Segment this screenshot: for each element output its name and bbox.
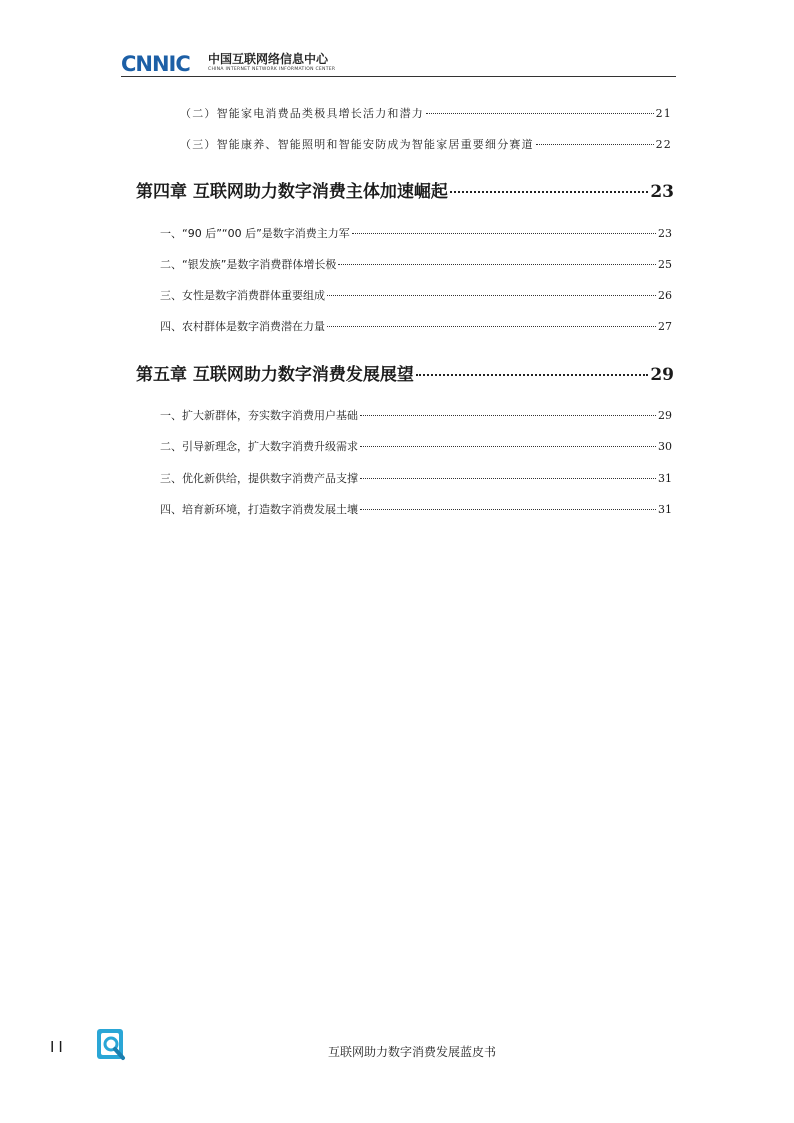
page-number: II bbox=[50, 1038, 67, 1056]
toc-entry[interactable] bbox=[180, 105, 672, 121]
org-name-cn: 中国互联网络信息中心 bbox=[208, 52, 329, 66]
toc-entry[interactable] bbox=[160, 256, 672, 272]
toc-entry-page: 30 bbox=[658, 440, 672, 453]
toc-leader-dots bbox=[352, 233, 656, 234]
toc-entry[interactable] bbox=[160, 407, 672, 423]
toc-entry[interactable] bbox=[160, 287, 672, 303]
toc-entry-page: 31 bbox=[658, 472, 672, 485]
toc-leader-dots bbox=[327, 326, 656, 327]
toc-entry-page: 25 bbox=[658, 258, 672, 271]
toc-leader-dots bbox=[360, 509, 656, 510]
toc-entry-label: 一、“90 后”“00 后”是数字消费主力军 bbox=[160, 227, 350, 240]
toc-chapter-page: 29 bbox=[650, 365, 674, 385]
toc-chapter-entry[interactable] bbox=[136, 177, 674, 202]
toc-entry-label: 四、农村群体是数字消费潜在力量 bbox=[160, 320, 325, 333]
toc-entry-page: 22 bbox=[655, 138, 672, 151]
footer-book-title: 互联网助力数字消费发展蓝皮书 bbox=[328, 1045, 497, 1059]
toc-entry[interactable] bbox=[160, 318, 672, 334]
toc-entry-label: 三、优化新供给，提供数字消费产品支撑 bbox=[160, 472, 358, 485]
toc-entry-page: 29 bbox=[658, 409, 672, 422]
toc-entry-page: 27 bbox=[658, 320, 672, 333]
toc-leader-dots bbox=[360, 478, 656, 479]
toc-chapter-label: 第四章 互联网助力数字消费主体加速崛起 bbox=[136, 182, 448, 202]
toc-leader-dots bbox=[536, 144, 654, 145]
toc-entry-label: （三）智能康养、智能照明和智能安防成为智能家居重要细分赛道 bbox=[180, 138, 534, 151]
toc-entry[interactable] bbox=[160, 501, 672, 517]
toc-chapter-label: 第五章 互联网助力数字消费发展展望 bbox=[136, 365, 414, 385]
toc-entry-label: 三、女性是数字消费群体重要组成 bbox=[160, 289, 325, 302]
toc-leader-dots bbox=[360, 446, 656, 447]
toc-entry-label: 二、“银发族”是数字消费群体增长极 bbox=[160, 258, 337, 271]
toc-leader-dots bbox=[327, 295, 656, 296]
org-name-en: CHINA INTERNET NETWORK INFORMATION CENTER bbox=[208, 67, 336, 72]
toc-entry-page: 31 bbox=[658, 503, 672, 516]
toc-entry-page: 23 bbox=[658, 227, 672, 240]
toc-entry-page: 21 bbox=[655, 107, 672, 120]
toc-leader-dots bbox=[338, 264, 656, 265]
toc-entry[interactable] bbox=[160, 225, 672, 241]
toc-chapter-entry[interactable] bbox=[136, 360, 674, 385]
toc-entry[interactable] bbox=[160, 438, 672, 454]
toc-entry-label: 四、培育新环境，打造数字消费发展土壤 bbox=[160, 503, 358, 516]
toc-entry-label: 一、扩大新群体，夯实数字消费用户基础 bbox=[160, 409, 358, 422]
toc-entry-label: （二）智能家电消费品类极具增长活力和潜力 bbox=[180, 107, 424, 120]
cnnic-logo: CNNIC bbox=[121, 52, 190, 76]
toc-chapter-page: 23 bbox=[650, 182, 674, 202]
toc-leader-dots bbox=[426, 113, 654, 114]
toc-entry[interactable] bbox=[180, 136, 672, 152]
page-header bbox=[121, 52, 676, 77]
toc-entry[interactable] bbox=[160, 470, 672, 486]
toc-leader-dots bbox=[416, 374, 648, 376]
toc-entry-page: 26 bbox=[658, 289, 672, 302]
toc-entry-label: 二、引导新理念，扩大数字消费升级需求 bbox=[160, 440, 358, 453]
toc-leader-dots bbox=[360, 415, 656, 416]
magnifier-logo-icon bbox=[96, 1028, 128, 1062]
toc-leader-dots bbox=[450, 191, 648, 193]
